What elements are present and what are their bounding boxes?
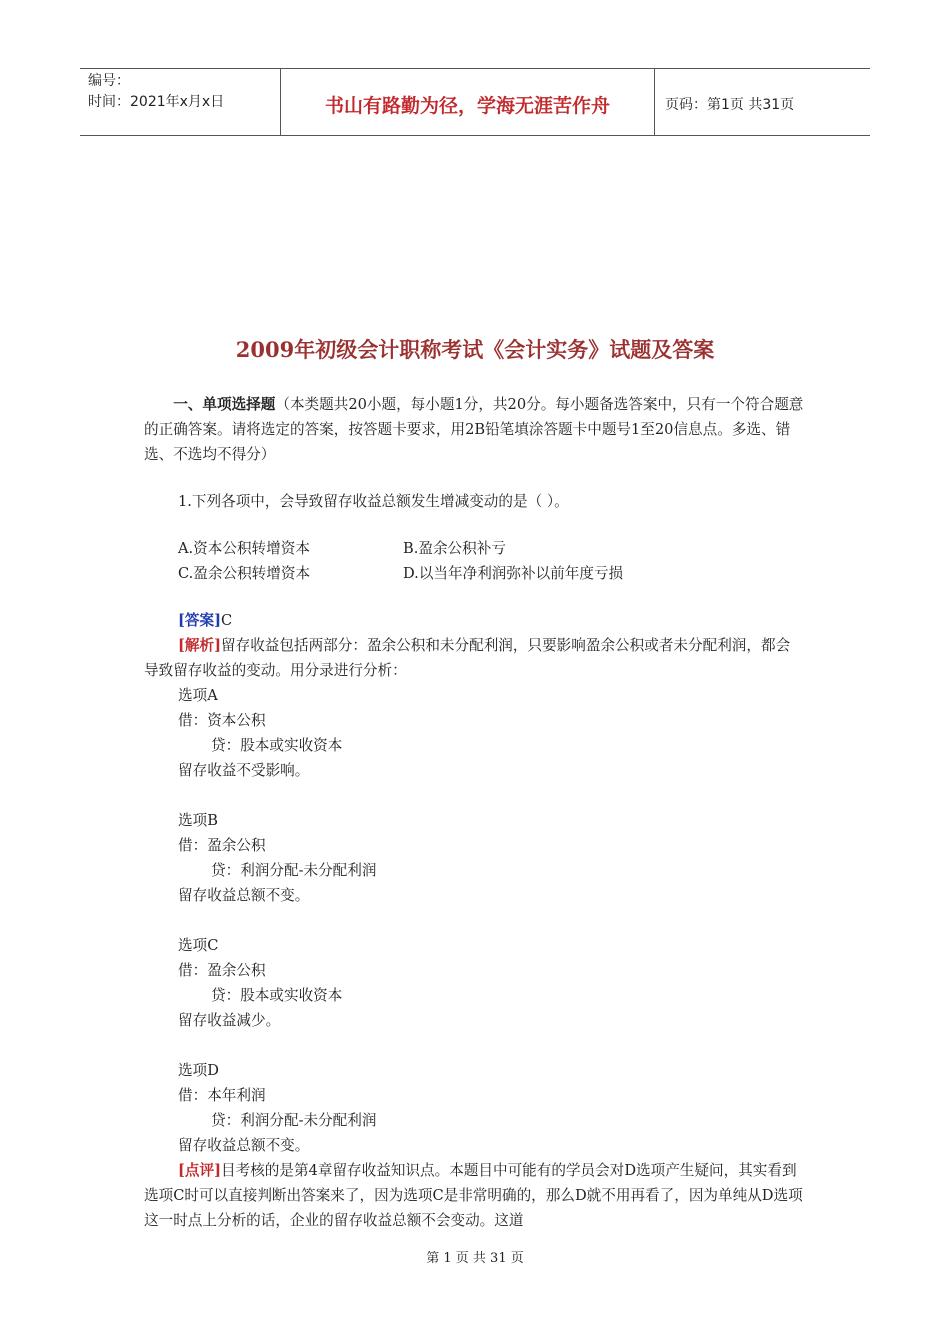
entry-debit-c: 借：盈余公积 [178,962,266,979]
header-motto: 书山有路勤为径，学海无涯苦作舟 [281,69,655,135]
number-label: 编号： [88,73,130,89]
option-a: A.资本公积转增资本 [178,540,310,557]
header-page-info: 页码：第1页 共31页 [665,97,795,113]
options-row-1 [144,536,804,561]
time-label: 时间：2021年x月x日 [88,94,225,110]
page-footer: 第 1 页 共 31 页 [426,1251,524,1266]
options-row-2 [144,561,804,586]
entry-debit-a: 借：资本公积 [178,712,266,729]
entry-debit-b: 借：盈余公积 [178,837,266,854]
document-title: 2009年初级会计职称考试《会计实务》试题及答案 [235,337,715,362]
entry-debit-d: 借：本年利润 [178,1087,266,1104]
section-description: （本类题共20小题，每小题1分，共20分。每小题备选答案中，只有一个符合题意的正确答案。请将选定的答案，按答题卡要求，用2B铅笔填涂答题卡中题号1至20信息点。多选、错选、不选均不得分） [144,396,804,463]
comment-paragraph [144,1158,804,1233]
option-c: C.盈余公积转增资本 [178,565,311,582]
entry-result-c: 留存收益减少。 [178,1012,281,1029]
section-heading: 一、单项选择题 [173,396,276,413]
comment-tag: [点评] [178,1162,221,1179]
entry-credit-b: 贷：利润分配-未分配利润 [211,862,377,879]
page-header [80,68,870,136]
answer-value: C [221,612,233,629]
analysis-text: 留存收益包括两部分：盈余公积和未分配利润，只要影响盈余公积或者未分配利润，都会导致留存收益的变动。用分录进行分析： [144,637,791,679]
entry-option-b: 选项B [178,812,218,829]
entry-credit-c: 贷：股本或实收资本 [211,987,343,1004]
header-meta [80,69,281,135]
entry-credit-a: 贷：股本或实收资本 [211,737,343,754]
entry-option-a: 选项A [178,687,218,704]
entry-option-c: 选项C [178,937,219,954]
section-intro [144,392,804,467]
entry-result-b: 留存收益总额不变。 [178,887,310,904]
entry-result-d: 留存收益总额不变。 [178,1137,310,1154]
option-d: D.以当年净利润弥补以前年度亏损 [403,565,624,582]
option-b: B.盈余公积补亏 [403,540,506,557]
comment-text: 目考核的是第4章留存收益知识点。本题目中可能有的学员会对D选项产生疑问，其实看到选项C时可以直接判断出答案来了，因为选项C是非常明确的，那么D就不用再看了，因为单纯从D选项这一时点上分析的话，企业的留存收益总额不会变动。这道 [144,1162,803,1229]
entry-credit-d: 贷：利润分配-未分配利润 [211,1112,377,1129]
answer-line [144,608,804,633]
question-text: 1.下列各项中，会导致留存收益总额发生增减变动的是（ ）。 [178,493,569,510]
analysis-tag: [解析] [178,637,221,654]
document-body [144,392,804,1233]
entry-result-a: 留存收益不受影响。 [178,762,310,779]
answer-tag: [答案] [178,612,221,629]
entry-option-d: 选项D [178,1062,219,1079]
analysis-paragraph [144,633,804,683]
